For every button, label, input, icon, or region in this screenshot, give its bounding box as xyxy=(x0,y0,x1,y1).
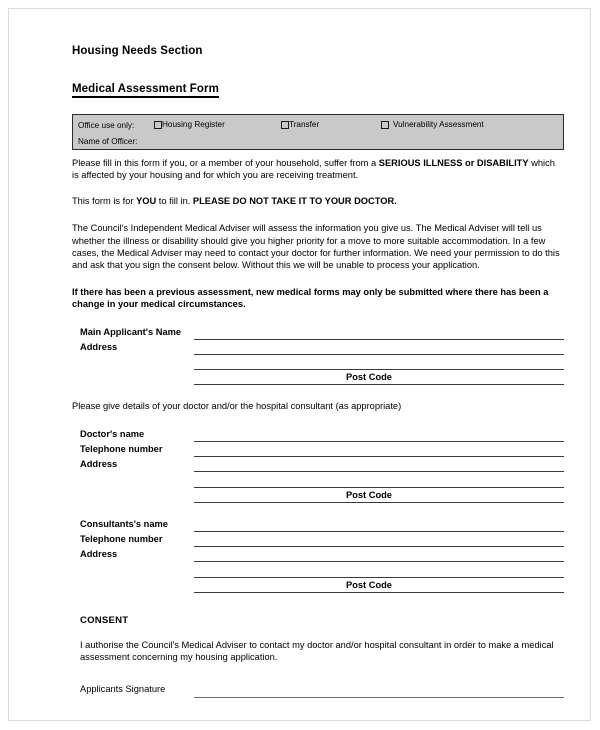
applicant-address-label: Address xyxy=(80,341,118,352)
consultant-name-label: Consultants's name xyxy=(80,518,168,529)
checkbox-icon[interactable] xyxy=(281,121,289,129)
checkbox-label: Vulnerability Assessment xyxy=(393,120,484,129)
consultant-post-code-input[interactable] xyxy=(194,578,564,593)
page-frame xyxy=(8,8,591,721)
doctor-telephone-input[interactable] xyxy=(194,442,564,457)
checkbox-icon[interactable] xyxy=(381,121,389,129)
applicant-labels xyxy=(80,325,200,355)
signature-label: Applicants Signature xyxy=(80,683,166,694)
checkbox-label: Transfer xyxy=(289,120,320,129)
doctor-post-code-label: Post Code xyxy=(346,489,392,500)
applicant-field-group xyxy=(72,325,564,386)
doctor-name-label: Doctor's name xyxy=(80,428,145,439)
doctor-address-line1-input[interactable] xyxy=(194,457,564,472)
consultant-telephone-input[interactable] xyxy=(194,532,564,547)
signature-input[interactable] xyxy=(194,697,564,698)
intro-paragraph-4-notice: If there has been a previous assessment, new medical forms may only be submitted where there has been a change in your medical circumstances. xyxy=(72,286,549,310)
office-use-box xyxy=(72,114,564,150)
intro-p2-emphasis-you: YOU xyxy=(136,195,157,206)
doctor-address-line2-input[interactable] xyxy=(194,472,564,487)
doctor-post-code-input[interactable] xyxy=(194,488,564,503)
intro-p2-text-a: This form is for xyxy=(72,195,137,206)
intro-paragraph-1 xyxy=(72,157,564,182)
consultant-telephone-label: Telephone number xyxy=(80,533,163,544)
consultant-rules xyxy=(194,517,564,593)
officer-name-field[interactable] xyxy=(78,137,137,146)
doctor-name-input[interactable] xyxy=(194,427,564,442)
applicant-address-line2-input[interactable] xyxy=(194,355,564,370)
checkbox-label: Housing Register xyxy=(162,120,225,129)
consultant-name-input[interactable] xyxy=(194,517,564,532)
consultant-post-code-label: Post Code xyxy=(346,579,392,590)
doctor-address-label: Address xyxy=(80,459,118,470)
consent-text: I authorise the Council's Medical Adviser to contact my doctor and/or hospital consultant in order to make a medical assessment concerning my housing application. xyxy=(80,639,554,663)
office-use-label: Office use only: xyxy=(78,121,135,130)
document-sheet xyxy=(72,45,564,700)
intro-p2-text-b: to fill in. xyxy=(156,195,193,206)
applicant-address-line1-input[interactable] xyxy=(194,340,564,355)
applicant-name-label: Main Applicant's Name xyxy=(80,326,182,337)
doctor-telephone-label: Telephone number xyxy=(80,444,163,455)
checkbox-transfer[interactable] xyxy=(281,120,319,129)
officer-name-label: Name of Officer: xyxy=(78,137,138,146)
intro-paragraph-2 xyxy=(72,195,564,207)
doctor-field-group xyxy=(72,427,564,503)
intro-p2-emphasis-warning: PLEASE DO NOT TAKE IT TO YOUR DOCTOR. xyxy=(192,195,397,206)
details-prompt: Please give details of your doctor and/or the hospital consultant (as appropriate) xyxy=(72,401,402,412)
applicant-post-code-input[interactable] xyxy=(194,370,564,385)
page-title: Housing Needs Section xyxy=(72,45,203,57)
office-use-checkbox-row xyxy=(78,119,559,132)
doctor-labels xyxy=(80,427,200,473)
form-title: Medical Assessment Form xyxy=(72,83,219,98)
consultant-address-label: Address xyxy=(80,549,118,560)
checkbox-housing-register[interactable] xyxy=(154,120,225,129)
consultant-field-group xyxy=(72,517,564,593)
intro-paragraph-3: The Council's Independent Medical Adviser will assess the information you give us. The Medical Adviser will tell us whether the illness or disability should give you higher priority for a move to more suitable accommodation. In a few cases, the Medical Adviser may need to contact your doctor for further information. We need your permission to do this and ask that you sign the consent below. Without this we will be unable to process your application. xyxy=(72,223,560,271)
consultant-labels xyxy=(80,517,200,563)
doctor-rules xyxy=(194,427,564,503)
applicant-post-code-label: Post Code xyxy=(346,372,392,383)
intro-p1-text-b: which is affected by your housing and for which you are receiving treatment. xyxy=(72,158,555,181)
applicant-rules xyxy=(194,325,564,386)
consent-heading: CONSENT xyxy=(80,614,129,626)
signature-row xyxy=(72,684,564,700)
intro-p1-emphasis: SERIOUS ILLNESS or DISABILITY xyxy=(378,158,529,168)
intro-p1-text-a: Please fill in this form if you, or a member of your household, suffer from a xyxy=(72,158,379,168)
checkbox-vulnerability-assessment[interactable] xyxy=(381,120,484,129)
consultant-address-line2-input[interactable] xyxy=(194,562,564,577)
checkbox-icon[interactable] xyxy=(154,121,162,129)
applicant-name-input[interactable] xyxy=(194,325,564,340)
consultant-address-line1-input[interactable] xyxy=(194,547,564,562)
